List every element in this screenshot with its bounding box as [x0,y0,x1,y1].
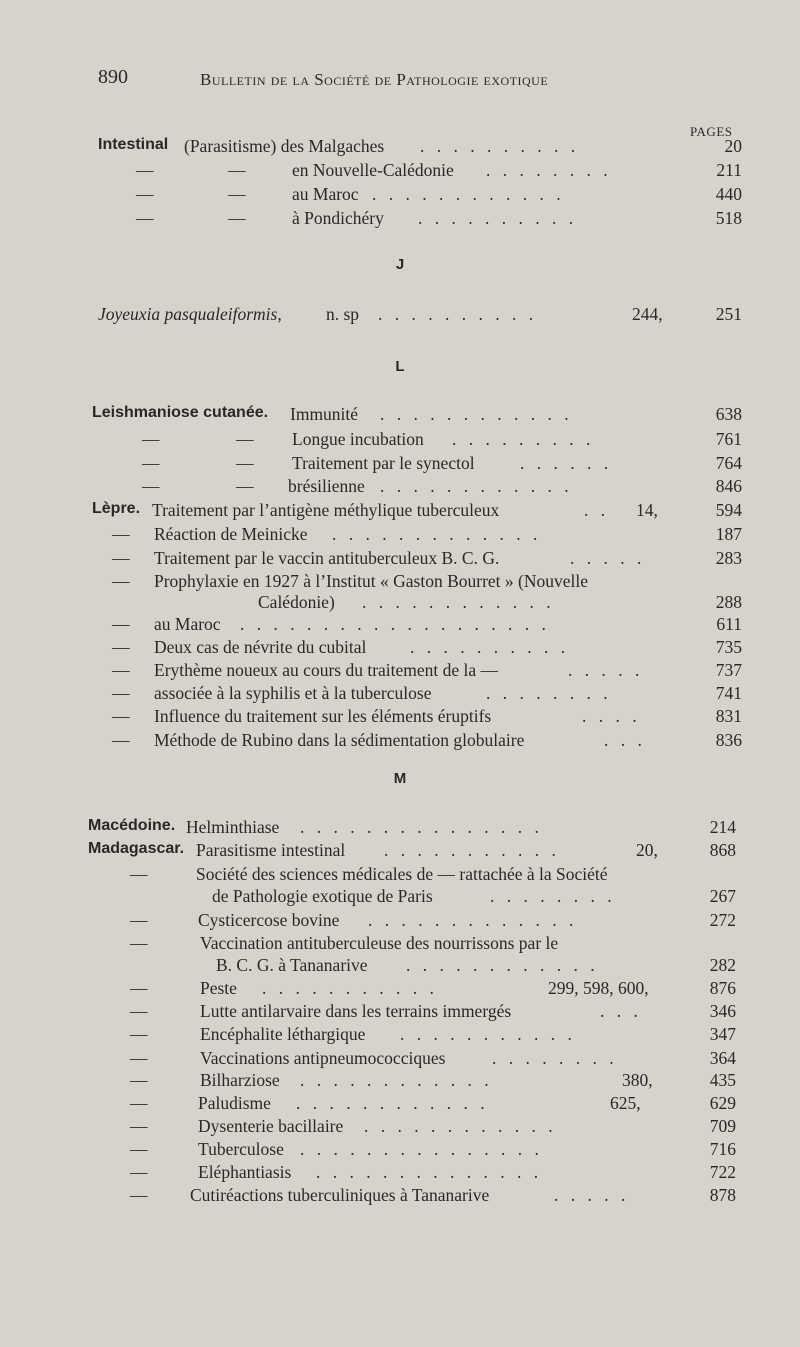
leader-dots: . . . . . . . . [486,160,612,180]
page-ref: 709 [709,1116,736,1136]
running-title: Bulletin de la Société de Pathologie exotique [200,70,549,89]
index-entry [0,660,800,682]
page-number: 890 [98,66,128,88]
dash: — [130,1116,148,1136]
leader-dots: . . . . . . . . . . [420,136,580,156]
dash: — [112,730,130,750]
leader-dots: . . . . . . . . . . . . [380,404,573,424]
index-entry [0,1139,800,1161]
entry-text: Dysenterie bacillaire [198,1116,344,1136]
entry-text: (Parasitisme) des Malgaches [184,136,385,156]
leader-dots: . . . . . . . . [490,886,616,906]
index-entry [0,476,800,498]
leader-dots: . . . . . [554,1185,630,1205]
leader-dots: . . . . . . . . . . . . . . . [300,817,543,837]
entry-term: Intestinal [98,136,169,153]
index-entry [0,886,800,908]
entry-text: Longue incubation [292,429,424,449]
index-entry [0,1185,800,1207]
section-heading-j: J [395,256,405,273]
dash: — [130,1024,148,1044]
page-ref: 299, 598, 600, [548,978,649,998]
page-ref: 735 [715,637,742,657]
page-ref: 251 [715,304,742,324]
index-entry [0,548,800,570]
page-ref: 737 [715,660,742,680]
index-entry [0,1001,800,1023]
leader-dots: . . . [600,1001,642,1021]
entry-text: Tuberculose [198,1139,284,1159]
entry-text: brésilienne [288,476,365,496]
index-entry [0,840,800,862]
index-entry [0,136,800,158]
page-ref: 761 [715,429,742,449]
entry-text: Société des sciences médicales de — rattachée à la Société [196,864,608,884]
page-ref: 629 [709,1093,736,1113]
index-entry [0,683,800,705]
index-entry [0,404,800,426]
dash: — [142,429,160,449]
leader-dots: . . . . . . . . . . . [262,978,438,998]
dash: — [112,548,130,568]
entry-text: Deux cas de névrite du cubital [154,637,367,657]
index-entry [0,184,800,206]
page-ref: 868 [709,840,736,860]
dash: — [228,208,246,228]
dash: — [130,978,148,998]
entry-text: Prophylaxie en 1927 à l’Institut « Gaston Bourret » (Nouvelle [154,571,589,591]
index-entry [0,500,800,522]
leader-dots: . . . . . . . . . . . . . . [316,1162,543,1182]
page-ref: 14, [636,500,658,520]
page-ref: 741 [715,683,742,703]
leader-dots: . . . . . . . . . [452,429,595,449]
leader-dots: . . [584,500,610,520]
entry-text: Réaction de Meinicke [154,524,308,544]
index-entry [0,864,800,886]
entry-text: Eléphantiasis [198,1162,292,1182]
entry-text: Méthode de Rubino dans la sédimentation globulaire [154,730,525,750]
entry-term: Leishmaniose cutanée. [92,404,269,421]
page-ref: 846 [715,476,742,496]
index-entry [0,910,800,932]
page-ref: 831 [715,706,742,726]
entry-text: Paludisme [198,1093,271,1113]
page-ref: 764 [715,453,742,473]
entry-text: n. sp [326,304,360,324]
entry-text: associée à la syphilis et à la tuberculose [154,683,432,703]
dash: — [236,476,254,496]
leader-dots: . . . . . . . . [486,683,612,703]
leader-dots: . . . . . . . . . . . . [364,1116,557,1136]
entry-text: en Nouvelle-Calédonie [292,160,454,180]
entry-text: Cutiréactions tuberculiniques à Tananarive [190,1185,490,1205]
index-entry [0,706,800,728]
page-ref: 214 [709,817,736,837]
dash: — [112,614,130,634]
entry-text: à Pondichéry [292,208,384,228]
dash: — [228,160,246,180]
dash: — [130,1139,148,1159]
leader-dots: . . . . . . . . . . . . [296,1093,489,1113]
leader-dots: . . . . [582,706,641,726]
entry-term: Lèpre. [92,500,141,517]
leader-dots: . . . . . . . . . . . . . . . [300,1139,543,1159]
index-entry [0,524,800,546]
page-ref: 20 [724,136,742,156]
leader-dots: . . . . . . . . . . . . . [332,524,542,544]
entry-term: Madagascar. [88,840,185,857]
entry-text: B. C. G. à Tananarive [216,955,368,975]
leader-dots: . . . . . . . . . . . . [372,184,565,204]
index-entry [0,1162,800,1184]
leader-dots: . . . . . . . . . . [418,208,578,228]
entry-text: au Maroc [292,184,359,204]
entry-text: de Pathologie exotique de Paris [212,886,433,906]
dash: — [130,910,148,930]
index-entry [0,429,800,451]
entry-text: Traitement par le vaccin antituberculeux B. C. G. [154,548,500,568]
dash: — [136,160,154,180]
index-entry [0,817,800,839]
leader-dots: . . . . . . . . . . [378,304,538,324]
page-ref: 638 [715,404,742,424]
page-ref: 272 [709,910,736,930]
page-ref: 611 [716,614,742,634]
dash: — [130,1001,148,1021]
page-ref: 244, [632,304,663,324]
page-ref: 20, [636,840,658,860]
dash: — [236,429,254,449]
page-ref: 594 [715,500,742,520]
page-ref: 876 [709,978,736,998]
entry-text: Bilharziose [200,1070,280,1090]
leader-dots: . . . . . . . . . . . . [362,592,555,612]
page-ref: 282 [709,955,736,975]
entry-text: au Maroc [154,614,221,634]
dash: — [112,637,130,657]
page-ref: 440 [715,184,742,204]
leader-dots: . . . . . . [520,453,613,473]
dash: — [112,706,130,726]
leader-dots: . . . . . . . . . . . . [380,476,573,496]
entry-term: Joyeuxia pasqualeiformis, [98,304,282,324]
leader-dots: . . . . . . . . . . . [400,1024,576,1044]
entry-text: Encéphalite léthargique [200,1024,366,1044]
entry-text: Influence du traitement sur les éléments éruptifs [154,706,492,726]
dash: — [112,683,130,703]
dash: — [228,184,246,204]
index-entry [0,637,800,659]
leader-dots: . . . . . . . . . . . . . [368,910,578,930]
page-ref: 878 [709,1185,736,1205]
leader-dots: . . . . . . . . . . . . [406,955,599,975]
leader-dots: . . . . . . . . [492,1048,618,1068]
index-entry [0,571,800,593]
entry-text: Helminthiase [186,817,280,837]
entry-text: Erythème noueux au cours du traitement de la — [154,660,499,680]
dash: — [236,453,254,473]
leader-dots: . . . . . . . . . . [410,637,570,657]
dash: — [136,184,154,204]
section-heading-l: L [395,358,405,375]
page-ref: 625, [610,1093,641,1113]
page-ref: 435 [709,1070,736,1090]
leader-dots: . . . . . [570,548,646,568]
index-entry [0,730,800,752]
entry-text: Traitement par le synectol [292,453,475,473]
index-entry [0,1116,800,1138]
page-ref: 187 [715,524,742,544]
page-ref: 722 [709,1162,736,1182]
dash: — [130,933,148,953]
dash: — [112,524,130,544]
dash: — [142,453,160,473]
index-entry [0,978,800,1000]
index-entry [0,614,800,636]
dash: — [130,1070,148,1090]
page-ref: 836 [715,730,742,750]
index-entry [0,955,800,977]
entry-text: Calédonie) [258,592,335,612]
entry-text: Vaccinations antipneumococciques [200,1048,446,1068]
leader-dots: . . . . . . . . . . . . [300,1070,493,1090]
entry-text: Lutte antilarvaire dans les terrains immergés [200,1001,512,1021]
leader-dots: . . . . . [568,660,644,680]
entry-text: Peste [200,978,237,998]
page-ref: 364 [709,1048,736,1068]
entry-term: Macédoine. [88,817,176,834]
dash: — [130,864,148,884]
index-entry [0,592,800,614]
dash: — [112,571,130,591]
index-entry [0,1093,800,1115]
leader-dots: . . . . . . . . . . . . . . . . . . . [240,614,550,634]
index-entry [0,304,800,326]
entry-text: Parasitisme intestinal [196,840,346,860]
entry-text: Immunité [290,404,359,424]
dash: — [130,1048,148,1068]
dash: — [130,1162,148,1182]
index-entry [0,208,800,230]
dash: — [130,1093,148,1113]
page-ref: 288 [715,592,742,612]
dash: — [136,208,154,228]
section-heading-m: M [393,770,407,787]
entry-text: Vaccination antituberculeuse des nourrissons par le [200,933,559,953]
index-entry [0,1048,800,1070]
dash: — [112,660,130,680]
entry-text: Traitement par l’antigène méthylique tuberculeux [152,500,500,520]
page-ref: 380, [622,1070,653,1090]
dash: — [142,476,160,496]
page-ref: 347 [709,1024,736,1044]
page-ref: 267 [709,886,736,906]
page-ref: 518 [715,208,742,228]
page-ref: 716 [709,1139,736,1159]
leader-dots: . . . [604,730,646,750]
index-entry [0,1070,800,1092]
dash: — [130,1185,148,1205]
page-ref: 211 [716,160,742,180]
pages-column-label: PAGES [690,124,733,139]
index-entry [0,1024,800,1046]
index-entry [0,160,800,182]
index-entry [0,453,800,475]
entry-text: Cysticercose bovine [198,910,340,930]
page-ref: 346 [709,1001,736,1021]
page-ref: 283 [715,548,742,568]
index-entry [0,933,800,955]
leader-dots: . . . . . . . . . . . [384,840,560,860]
